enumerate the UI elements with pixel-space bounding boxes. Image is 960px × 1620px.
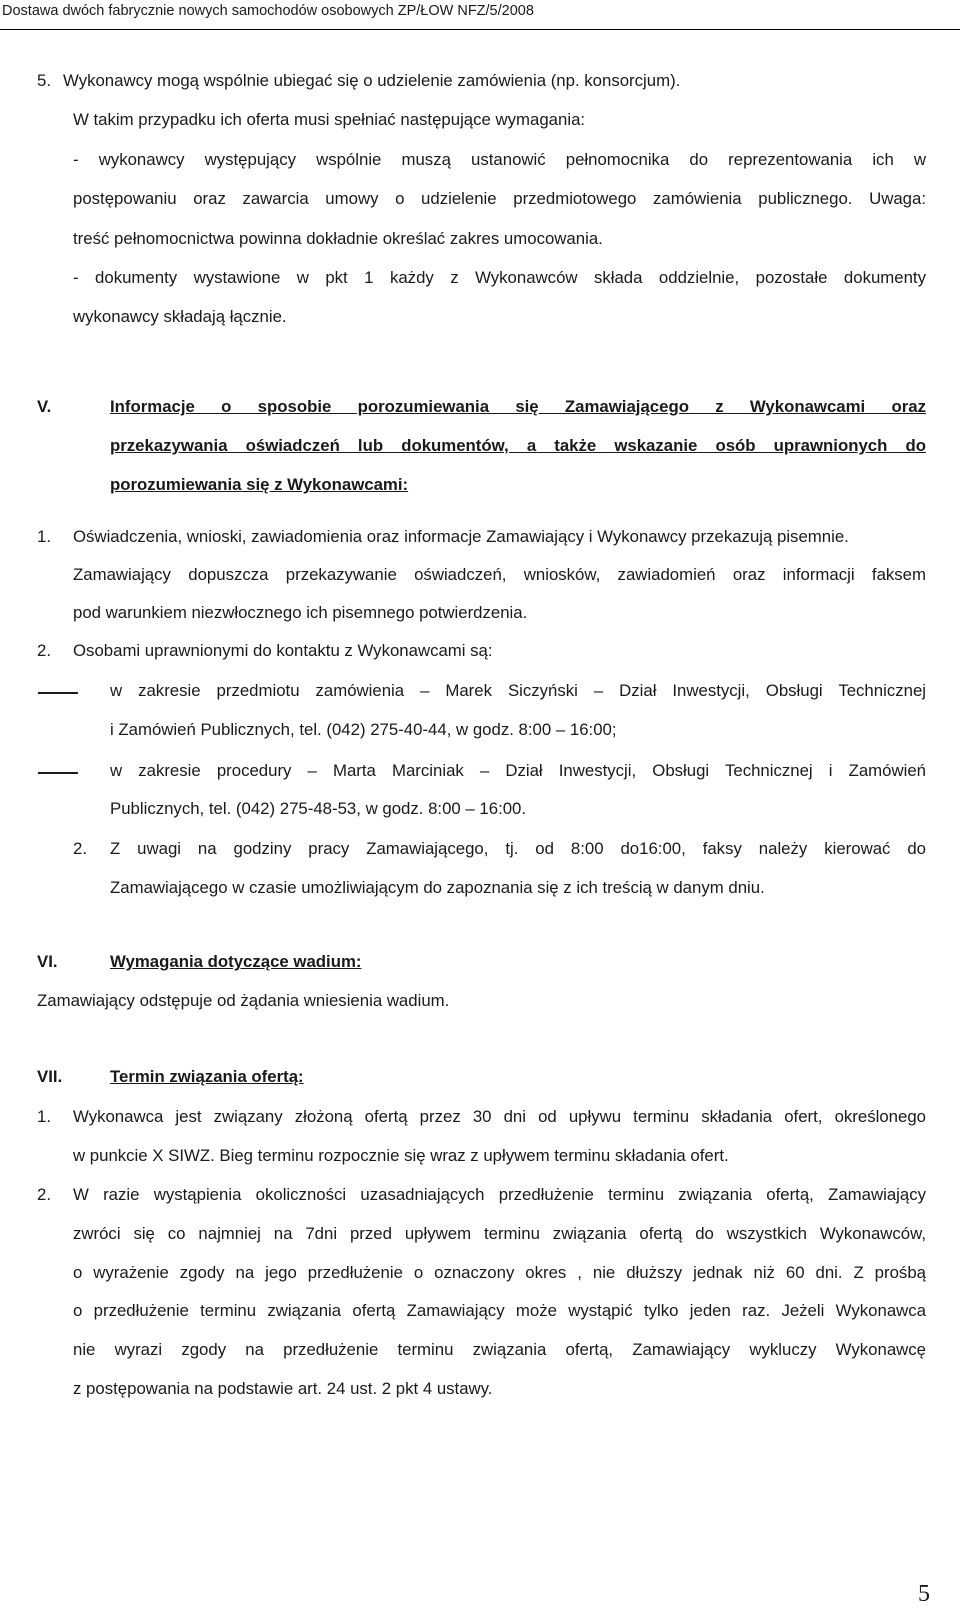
paragraph-line: Zamawiającego w czasie umożliwiającym do zapoznania się z ich treścią w danym dniu. bbox=[110, 878, 765, 897]
section-number: V. bbox=[37, 397, 52, 416]
item-number: 2. bbox=[37, 641, 51, 660]
item-number: 5. bbox=[37, 71, 51, 90]
item-number: 1. bbox=[37, 1107, 51, 1126]
section-title: porozumiewania się z Wykonawcami: bbox=[110, 475, 409, 494]
section-title: Informacje o sposobie porozumiewania się Zamawiającego z Wykonawcami oraz bbox=[110, 397, 926, 416]
paragraph-line: o wyrażenie zgody na jego przedłużenie o oznaczony okres , nie dłuższy jednak niż 60 dni. Z prośbą bbox=[73, 1263, 926, 1282]
paragraph-line: - dokumenty wystawione w pkt 1 każdy z Wykonawców składa oddzielnie, pozostałe dokumenty bbox=[73, 268, 926, 287]
item-number: 1. bbox=[37, 527, 51, 546]
paragraph-line: Zamawiający odstępuje od żądania wniesienia wadium. bbox=[37, 991, 450, 1010]
paragraph-line: zwróci się co najmniej na 7dni przed upływem terminu związania ofertą do wszystkich Wykonawców, bbox=[73, 1224, 926, 1243]
contact-line: Publicznych, tel. (042) 275-48-53, w godz. 8:00 – 16:00. bbox=[110, 799, 527, 818]
paragraph-line: Z uwagi na godziny pracy Zamawiającego, tj. od 8:00 do16:00, faksy należy kierować do bbox=[110, 839, 926, 858]
paragraph-line: Zamawiający dopuszcza przekazywanie oświadczeń, wniosków, zawiadomień oraz informacji faksem bbox=[73, 565, 926, 584]
item-number: 2. bbox=[73, 839, 87, 858]
section-title: przekazywania oświadczeń lub dokumentów, a także wskazanie osób uprawnionych do bbox=[110, 436, 926, 455]
paragraph-line: W takim przypadku ich oferta musi spełniać następujące wymagania: bbox=[73, 110, 586, 129]
paragraph-line: W razie wystąpienia okoliczności uzasadniających przedłużenie terminu związania ofertą, Zamawiający bbox=[73, 1185, 926, 1204]
section-number: VI. bbox=[37, 952, 58, 971]
paragraph-line: pod warunkiem niezwłocznego ich pisemnego potwierdzenia. bbox=[73, 603, 528, 622]
paragraph-line: treść pełnomocnictwa powinna dokładnie określać zakres umocowania. bbox=[73, 229, 603, 248]
item-number: 2. bbox=[37, 1185, 51, 1204]
paragraph-line: nie wyrazi zgody na przedłużenie terminu związania ofertą, Zamawiający wykluczy Wykonawcę bbox=[73, 1340, 926, 1359]
contact-line: i Zamówień Publicznych, tel. (042) 275-40-44, w godz. 8:00 – 16:00; bbox=[110, 720, 617, 739]
contact-line: w zakresie procedury – Marta Marciniak – Dział Inwestycji, Obsługi Technicznej i Zamówień bbox=[110, 761, 926, 780]
paragraph-line: Wykonawcy mogą wspólnie ubiegać się o udzielenie zamówienia (np. konsorcjum). bbox=[63, 71, 681, 90]
page-header: Dostawa dwóch fabrycznie nowych samochodów osobowych ZP/ŁOW NFZ/5/2008 bbox=[0, 0, 960, 30]
section-number: VII. bbox=[37, 1067, 63, 1086]
paragraph-line: Osobami uprawnionymi do kontaktu z Wykonawcami są: bbox=[73, 641, 493, 660]
paragraph-line: Oświadczenia, wnioski, zawiadomienia oraz informacje Zamawiający i Wykonawcy przekazują pisemnie. bbox=[73, 527, 849, 546]
paragraph-line: - wykonawcy występujący wspólnie muszą ustanowić pełnomocnika do reprezentowania ich w bbox=[73, 150, 926, 169]
page-number: 5 bbox=[918, 1581, 930, 1607]
paragraph-line: wykonawcy składają łącznie. bbox=[73, 307, 287, 326]
list-dash bbox=[38, 692, 78, 694]
section-title: Termin związania ofertą: bbox=[110, 1067, 304, 1086]
contact-line: w zakresie przedmiotu zamówienia – Marek Siczyński – Dział Inwestycji, Obsługi Technicznej bbox=[110, 681, 926, 700]
paragraph-line: z postępowania na podstawie art. 24 ust. 2 pkt 4 ustawy. bbox=[73, 1379, 493, 1398]
paragraph-line: Wykonawca jest związany złożoną ofertą przez 30 dni od upływu terminu składania ofert, określonego bbox=[73, 1107, 926, 1126]
paragraph-line: o przedłużenie terminu związania ofertą Zamawiający może wystąpić tylko jeden raz. Jeżeli Wykonawca bbox=[73, 1301, 926, 1320]
list-dash bbox=[38, 772, 78, 774]
section-title: Wymagania dotyczące wadium: bbox=[110, 952, 362, 971]
paragraph-line: postępowaniu oraz zawarcia umowy o udzielenie przedmiotowego zamówienia publicznego. Uwaga: bbox=[73, 189, 926, 208]
paragraph-line: w punkcie X SIWZ. Bieg terminu rozpocznie się wraz z upływem terminu składania ofert. bbox=[73, 1146, 729, 1165]
